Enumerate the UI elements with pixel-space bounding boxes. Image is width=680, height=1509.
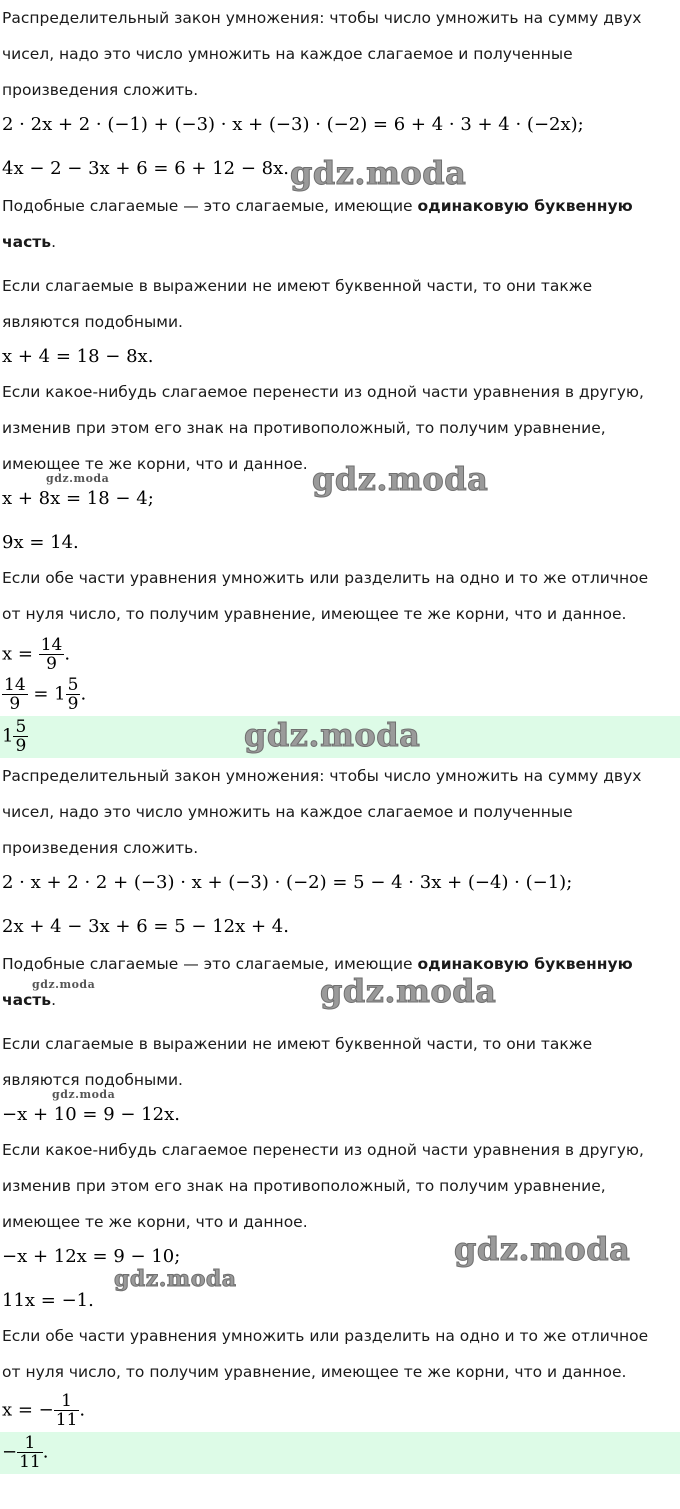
equation-simplified: 4x − 2 − 3x + 6 = 6 + 12 − 8x.: [2, 158, 289, 179]
answer-box: [0, 716, 680, 758]
rule-distributive-line2: чисел, надо это число умножить на каждое слагаемое и полученные: [2, 803, 573, 821]
watermark: gdz.moda: [244, 716, 421, 754]
rule-transfer-line3: имеющее те же корни, что и данное.: [2, 1213, 308, 1231]
rule-transfer-line2: изменив при этом его знак на противоположный, то получим уравнение,: [2, 419, 606, 437]
watermark: gdz.moda: [454, 1230, 631, 1268]
rule-constants-line2: являются подобными.: [2, 1071, 183, 1089]
rule-distributive-line1: Распределительный закон умножения: чтобы число умножить на сумму двух: [2, 9, 642, 27]
equation-transferred: −x + 12x = 9 − 10;: [2, 1246, 181, 1267]
rule-constants-line2: являются подобными.: [2, 313, 183, 331]
rule-divide-line1: Если обе части уравнения умножить или разделить на одно и то же отличное: [2, 1327, 649, 1345]
equation-combined: 9x = 14.: [2, 532, 79, 553]
watermark: gdz.moda: [320, 972, 497, 1010]
answer-box: [0, 1432, 680, 1474]
rule-distributive-line1: Распределительный закон умножения: чтобы число умножить на сумму двух: [2, 767, 642, 785]
equation-expand: 2 · 2x + 2 · (−1) + (−3) · x + (−3) · (−2) = 6 + 4 · 3 + 4 · (−2x);: [2, 114, 584, 135]
rule-like-terms-line1: Подобные слагаемые — это слагаемые, имеющие одинаковую буквенную: [2, 955, 633, 973]
rule-distributive-line2: чисел, надо это число умножить на каждое слагаемое и полученные: [2, 45, 573, 63]
rule-distributive-line3: произведения сложить.: [2, 81, 199, 99]
rule-divide-line2: от нуля число, то получим уравнение, имеющее те же корни, что и данное.: [2, 605, 627, 623]
equation-combined: 11x = −1.: [2, 1290, 94, 1311]
watermark: gdz.moda: [312, 460, 489, 498]
equation-solution: x = − $\frac{1}{11}$ .: [2, 1391, 86, 1430]
rule-distributive-line3: произведения сложить.: [2, 839, 199, 857]
rule-transfer-line2: изменив при этом его знак на противоположный, то получим уравнение,: [2, 1177, 606, 1195]
rule-constants-line1: Если слагаемые в выражении не имеют буквенной части, то они также: [2, 1035, 593, 1053]
watermark-small: gdz.moda: [32, 978, 96, 991]
rule-transfer-line1: Если какое-нибудь слагаемое перенести из одной части уравнения в другую,: [2, 1141, 644, 1159]
answer-value: 1 $\frac{5}{9}$: [2, 717, 27, 756]
rule-divide-line2: от нуля число, то получим уравнение, имеющее те же корни, что и данное.: [2, 1363, 627, 1381]
rule-transfer-line1: Если какое-нибудь слагаемое перенести из одной части уравнения в другую,: [2, 383, 644, 401]
equation-transferred: x + 8x = 18 − 4;: [2, 488, 154, 509]
watermark: gdz.moda: [114, 1266, 237, 1292]
rule-like-terms-line2: часть.: [2, 991, 57, 1009]
watermark-small: gdz.moda: [46, 472, 110, 485]
watermark: gdz.moda: [290, 154, 467, 192]
equation-collected: x + 4 = 18 − 8x.: [2, 346, 154, 367]
equation-expand: 2 · x + 2 · 2 + (−3) · x + (−3) · (−2) = 5 − 4 · 3x + (−4) · (−1);: [2, 872, 573, 893]
rule-transfer-line3: имеющее те же корни, что и данное.: [2, 455, 308, 473]
rule-divide-line1: Если обе части уравнения умножить или разделить на одно и то же отличное: [2, 569, 649, 587]
equation-collected: −x + 10 = 9 − 12x.: [2, 1104, 180, 1125]
equation-solution: x = $\frac{14}{9}$ .: [2, 635, 71, 674]
equation-simplified: 2x + 4 − 3x + 6 = 5 − 12x + 4.: [2, 916, 289, 937]
rule-like-terms-line1: Подобные слагаемые — это слагаемые, имеющие одинаковую буквенную: [2, 197, 633, 215]
rule-like-terms-line2: часть.: [2, 233, 57, 251]
answer-value: − $\frac{1}{11}$ .: [2, 1433, 49, 1472]
rule-constants-line1: Если слагаемые в выражении не имеют буквенной части, то они также: [2, 277, 593, 295]
watermark-small: gdz.moda: [52, 1088, 116, 1101]
equation-mixed-number: $\frac{14}{9}$ = 1 $\frac{5}{9}$ .: [4, 675, 87, 714]
